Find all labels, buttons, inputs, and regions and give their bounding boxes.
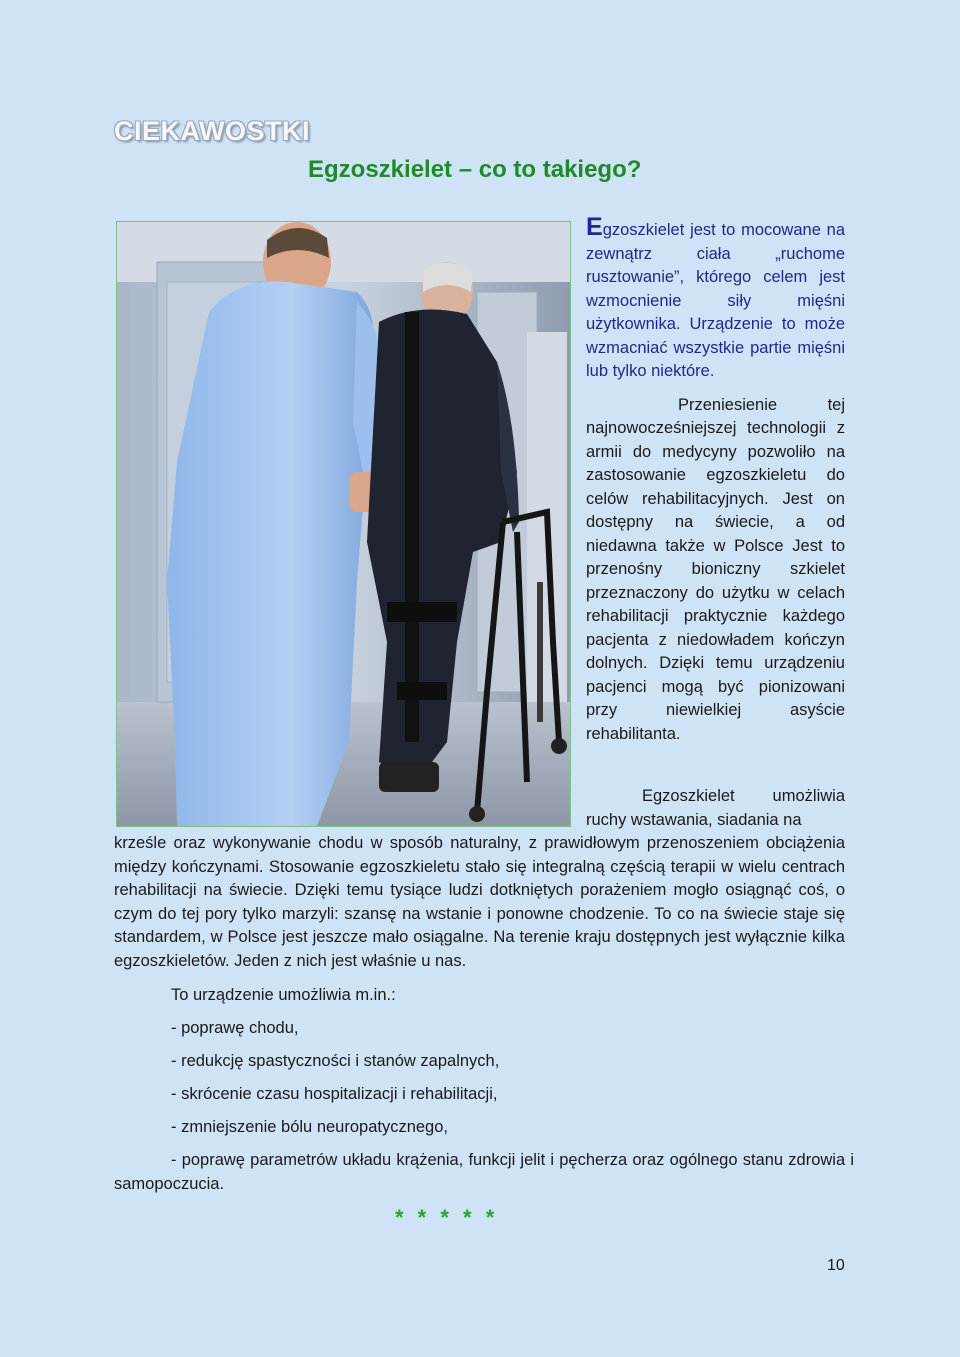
drop-cap: E (586, 213, 603, 241)
list-intro: To urządzenie umożliwia m.in.: (171, 986, 396, 1004)
section-title: CIEKAWOSTKI (114, 116, 311, 146)
right-column (586, 213, 845, 746)
lead-text: gzoszkielet jest to mocowane na zewnątrz ciała „ruchome rusztowanie”, którego celem jest wzmocnienie siły mięśni użytkownika. Urządzenie to może wzmacniać wszystkie partie mięśni lub tylko niektóre. (586, 221, 845, 380)
exoskeleton-rehabilitation-photo-icon (117, 222, 570, 826)
paragraph-technology: Przeniesienie tej najnowocześniejszej technologii z armii do medycyny pozwoliło na zastosowanie egzoszkieletu do celów rehabilitacyjnych. Jest on dostępny na świecie, a od niedawna także w Polsce Jest to przenośny bioniczny szkielet przeznaczony do użytku w celach rehabilitacji praktycznie każdego pacjenta z niedowładem kończyn dolnych. Dzięki temu urządzeniu pacjenci mogą być pionizowani przy niewielkiej asyście rehabilitanta. (586, 395, 845, 743)
list-item: - poprawę parametrów układu krążenia, funkcji jelit i pęcherza oraz ogólnego stanu zdrowia i samopoczucia. (114, 1151, 854, 1193)
lead-paragraph (586, 213, 845, 384)
benefits-list (114, 984, 854, 1206)
page-number: 10 (827, 1257, 845, 1274)
list-item: - zmniejszenie bólu neuropatycznego, (171, 1118, 448, 1136)
paragraph-capabilities (114, 785, 845, 973)
paragraph-capabilities-head: Egzoszkielet umożliwia ruchy wstawania, siadania na (586, 787, 845, 829)
exoskeleton-photo (116, 221, 571, 827)
list-item: - poprawę chodu, (171, 1019, 299, 1037)
separator-stars: * * * * * (395, 1205, 499, 1230)
paragraph-capabilities-body: krześle oraz wykonywanie chodu w sposób naturalny, z prawidłowym przenoszeniem obciążenia między kończynami. Stosowanie egzoszkieletu stało się integralną częścią terapii w wielu centrach rehabilitacji na świecie. Dzięki temu tysiące ludzi dotkniętych porażeniem mogło osiągnąć coś, o czym do tej pory tylko marzyli: szansę na wstanie i ponowne chodzenie. To co na świecie staje się standardem, w Polsce jest jeszcze mało osiągalne. Na terenie kraju dostępnych jest wyłącznie kilka egzoszkieletów. Jeden z nich jest właśnie u nas. (114, 834, 845, 970)
article-title: Egzoszkielet – co to takiego? (308, 156, 642, 183)
list-item: - redukcję spastyczności i stanów zapalnych, (171, 1052, 500, 1070)
list-item: - skrócenie czasu hospitalizacji i rehabilitacji, (171, 1085, 498, 1103)
